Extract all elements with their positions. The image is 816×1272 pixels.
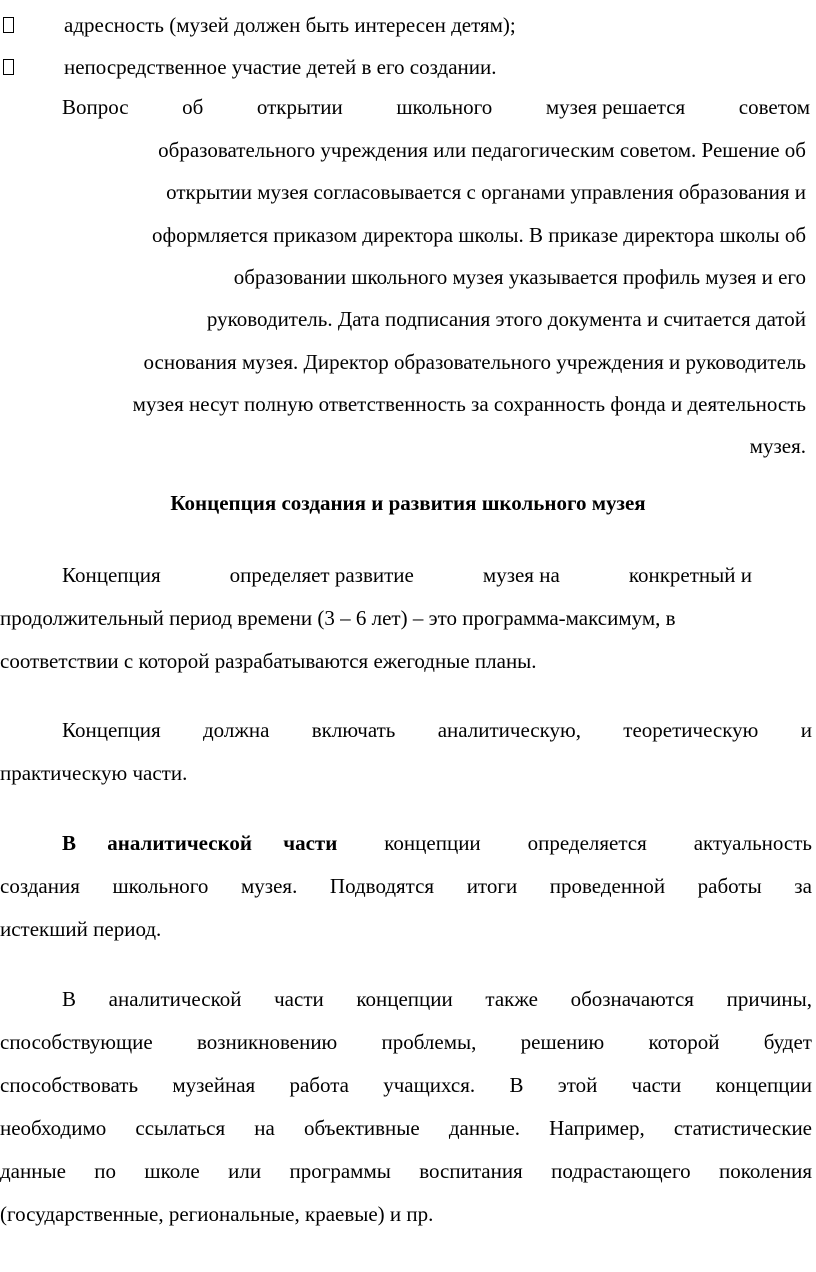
bullet-text: адресность (музей должен быть интересен детям); — [64, 12, 516, 37]
bullet-item — [0, 50, 497, 84]
paragraph-line: создания школьного музея. Подводятся итоги проведенной работы за — [0, 874, 812, 898]
paragraph-line: продолжительный период времени (3 – 6 лет) – это программа-максимум, в — [0, 606, 676, 630]
paragraph-line: соответствии с которой разрабатываются ежегодные планы. — [0, 649, 537, 673]
bold-phrase: В аналитической части — [62, 831, 338, 855]
paragraph-line: руководитель. Дата подписания этого документа и считается датой — [206, 307, 806, 331]
paragraph-line: В аналитической части концепции также обозначаются причины, — [62, 987, 812, 1011]
paragraph-line: оформляется приказом директора школы. В приказе директора школы об — [152, 223, 806, 247]
bullet-item — [0, 8, 516, 42]
paragraph-line: открытии музея согласовывается с органами управления образования и — [166, 180, 806, 204]
paragraph-line: практическую части. — [0, 761, 188, 785]
paragraph-line: способствующие возникновению проблемы, решению которой будет — [0, 1030, 812, 1054]
section-heading: Концепция создания и развития школьного музея — [170, 491, 646, 515]
paragraph-line: (государственные, региональные, краевые) и пр. — [0, 1202, 434, 1226]
paragraph-line: истекший период. — [0, 917, 162, 941]
paragraph-line: образовании школьного музея указывается профиль музея и его — [233, 265, 806, 289]
paragraph-line: данные по школе или программы воспитания подрастающего поколения — [0, 1159, 812, 1183]
paragraph-line: Концепция определяет развитие музея на конкретный и — [62, 563, 752, 587]
paragraph-line: В аналитической части концепции определяется актуальность — [62, 831, 812, 855]
paragraph-line: Вопрос об открытии школьного музея решается советом — [62, 95, 810, 119]
paragraph-line: основания музея. Директор образовательного учреждения и руководитель — [143, 350, 806, 374]
paragraph-line: музея. — [749, 434, 806, 458]
bullet-box-icon — [3, 17, 14, 33]
bullet-box-icon — [3, 59, 14, 75]
paragraph-line: Концепция должна включать аналитическую, теоретическую и — [62, 718, 812, 742]
paragraph-line: способствовать музейная работа учащихся. В этой части концепции — [0, 1073, 812, 1097]
bullet-text: непосредственное участие детей в его создании. — [64, 54, 497, 79]
paragraph-line: музея несут полную ответственность за сохранность фонда и деятельность — [132, 392, 806, 416]
paragraph-line: необходимо ссылаться на объективные данные. Например, статистические — [0, 1116, 812, 1140]
paragraph-line: образовательного учреждения или педагогическим советом. Решение об — [158, 138, 806, 162]
